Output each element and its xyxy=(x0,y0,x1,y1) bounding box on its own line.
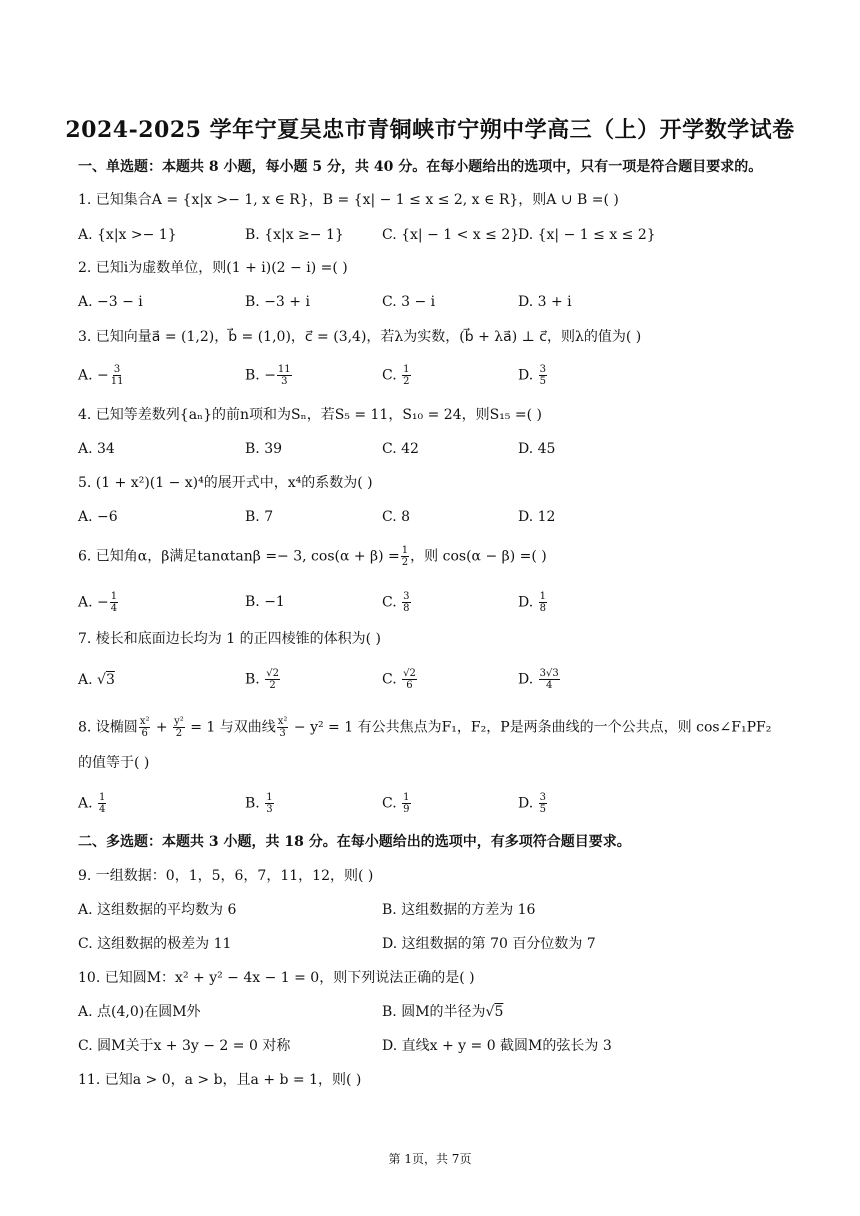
q2-option-d: D. 3 + i xyxy=(518,294,572,310)
q8-option-a: A. $\frac{1}{4}$ xyxy=(78,792,106,815)
q10-option-c: C. 圆M关于x + 3y − 2 = 0 对称 xyxy=(78,1038,291,1054)
q1-option-b: B. {x|x ≥− 1} xyxy=(245,227,344,243)
question-8-stem-cont: 的值等于( ) xyxy=(78,755,150,771)
fraction: $\frac{3}{5}$ xyxy=(539,364,547,387)
q10-option-d: D. 直线x + y = 0 截圆M的弦长为 3 xyxy=(382,1038,612,1054)
q9-option-a: A. 这组数据的平均数为 6 xyxy=(78,902,237,918)
q7-option-a: A. √3 xyxy=(78,672,115,688)
q1-option-a: A. {x|x >− 1} xyxy=(78,227,177,243)
question-2-stem: 2. 已知i为虚数单位，则(1 + i)(2 − i) =( ) xyxy=(78,260,348,276)
fraction: $\frac{\text{y²}}{2}$ xyxy=(174,716,184,739)
fraction: $\frac{11}{3}$ xyxy=(277,364,291,387)
q5-option-d: D. 12 xyxy=(518,509,556,525)
q10-option-b: B. 圆M的半径为√5 xyxy=(382,1004,504,1020)
q3-option-d: D. $\frac{3}{5}$ xyxy=(518,364,547,387)
q7-option-c: C. $\frac{√2}{6}$ xyxy=(382,668,416,691)
fraction: $\frac{1}{3}$ xyxy=(266,792,273,815)
q9-option-c: C. 这组数据的极差为 11 xyxy=(78,936,232,952)
q7-option-b: B. $\frac{√2}{2}$ xyxy=(245,668,279,691)
q5-option-a: A. −6 xyxy=(78,509,118,525)
fraction: $\frac{3}{5}$ xyxy=(539,792,547,815)
fraction: $\frac{√2}{6}$ xyxy=(403,668,416,691)
q4-option-b: B. 39 xyxy=(245,441,283,457)
q10-option-a: A. 点(4,0)在圆M外 xyxy=(78,1004,201,1020)
q5-option-b: B. 7 xyxy=(245,509,274,525)
q9-option-d: D. 这组数据的第 70 百分位数为 7 xyxy=(382,936,596,952)
q3-option-b: B. − $\frac{11}{3}$ xyxy=(245,364,291,387)
q4-option-d: D. 45 xyxy=(518,441,556,457)
q9-option-b: B. 这组数据的方差为 16 xyxy=(382,902,536,918)
q4-option-c: C. 42 xyxy=(382,441,419,457)
question-3-stem: 3. 已知向量a⃗ = (1,2)，b⃗ = (1,0)，c⃗ = (3,4)，若λ为实数，(b⃗ + λa⃗) ⊥ c⃗，则λ的值为( ) xyxy=(78,329,642,345)
section-heading-single-choice: 一、单选题：本题共 8 小题，每小题 5 分，共 40 分。在每小题给出的选项中，只有一项是符合题目要求的。 xyxy=(78,159,763,175)
fraction: $\frac{1}{4}$ xyxy=(99,792,106,815)
q4-option-a: A. 34 xyxy=(78,441,115,457)
fraction: $\frac{\text{x²}}{6}$ xyxy=(139,716,150,739)
question-7-stem: 7. 棱长和底面边长均为 1 的正四棱锥的体积为( ) xyxy=(78,631,381,647)
question-4-stem: 4. 已知等差数列{aₙ}的前n项和为Sₙ，若S₅ = 11，S₁₀ = 24，则S₁₅ =( ) xyxy=(78,407,542,423)
question-9-stem: 9. 一组数据：0，1，5，6，7，11，12，则( ) xyxy=(78,868,374,884)
q2-option-c: C. 3 − i xyxy=(382,294,436,310)
question-1-stem: 1. 已知集合A = {x|x >− 1, x ∈ R}，B = {x| − 1 ≤ x ≤ 2, x ∈ R}，则A ∪ B =( ) xyxy=(78,192,619,208)
q6-option-a: A. − $\frac{1}{4}$ xyxy=(78,591,118,614)
q1-option-d: D. {x| − 1 ≤ x ≤ 2} xyxy=(518,227,656,243)
q8-option-c: C. $\frac{1}{9}$ xyxy=(382,792,410,815)
q2-option-b: B. −3 + i xyxy=(245,294,310,310)
fraction: $\frac{3√3}{4}$ xyxy=(539,668,559,691)
question-5-stem: 5. (1 + x²)(1 − x)⁴的展开式中，x⁴的系数为( ) xyxy=(78,475,373,491)
q5-option-c: C. 8 xyxy=(382,509,411,525)
fraction: $\frac{√2}{2}$ xyxy=(266,668,279,691)
fraction: $\frac{3}{11}$ xyxy=(110,364,124,387)
question-10-stem: 10. 已知圆M：x² + y² − 4x − 1 = 0，则下列说法正确的是( ) xyxy=(78,970,475,986)
q6-option-c: C. $\frac{3}{8}$ xyxy=(382,591,410,614)
fraction: $\frac{1}{2}$ xyxy=(403,364,410,387)
q6-option-b: B. −1 xyxy=(245,594,285,610)
q3-option-c: C. $\frac{1}{2}$ xyxy=(382,364,410,387)
fraction: $\frac{1}{2}$ xyxy=(401,545,409,568)
question-11-stem: 11. 已知a > 0，a > b，且a + b = 1，则( ) xyxy=(78,1072,362,1088)
question-8-stem: 8. 设椭圆 $\frac{\text{x²}}{6}$ + $\frac{\text{y²}}{2}$ = 1 与双曲线 $\frac{\text{x²}}{3}$ − y² = 1 有公共焦点为F₁，F₂，P是两条曲线的一个公共点，则 cos∠F₁PF₂ xyxy=(78,716,772,739)
q1-option-c: C. {x| − 1 < x ≤ 2} xyxy=(382,227,520,243)
q6-option-d: D. $\frac{1}{8}$ xyxy=(518,591,547,614)
section-heading-multi-choice: 二、多选题：本题共 3 小题，共 18 分。在每小题给出的选项中，有多项符合题目要求。 xyxy=(78,834,631,850)
fraction: $\frac{\text{x²}}{3}$ xyxy=(277,716,288,739)
fraction: $\frac{1}{4}$ xyxy=(110,591,118,614)
q2-option-a: A. −3 − i xyxy=(78,294,143,310)
fraction: $\frac{1}{9}$ xyxy=(403,792,410,815)
fraction: $\frac{3}{8}$ xyxy=(403,591,410,614)
q8-option-b: B. $\frac{1}{3}$ xyxy=(245,792,273,815)
q7-option-d: D. $\frac{3√3}{4}$ xyxy=(518,668,559,691)
question-6-stem: 6. 已知角α，β满足tanαtanβ =− 3, cos(α + β) = $\frac{1}{2}$ ，则 cos(α − β) =( ) xyxy=(78,545,547,568)
q3-option-a: A. − $\frac{3}{11}$ xyxy=(78,364,124,387)
fraction: $\frac{1}{8}$ xyxy=(539,591,547,614)
page-title: 2024-2025 学年宁夏吴忠市青铜峡市宁朔中学高三（上）开学数学试卷 xyxy=(65,117,795,143)
page-footer: 第 1页，共 7页 xyxy=(388,1152,472,1166)
q8-option-d: D. $\frac{3}{5}$ xyxy=(518,792,547,815)
